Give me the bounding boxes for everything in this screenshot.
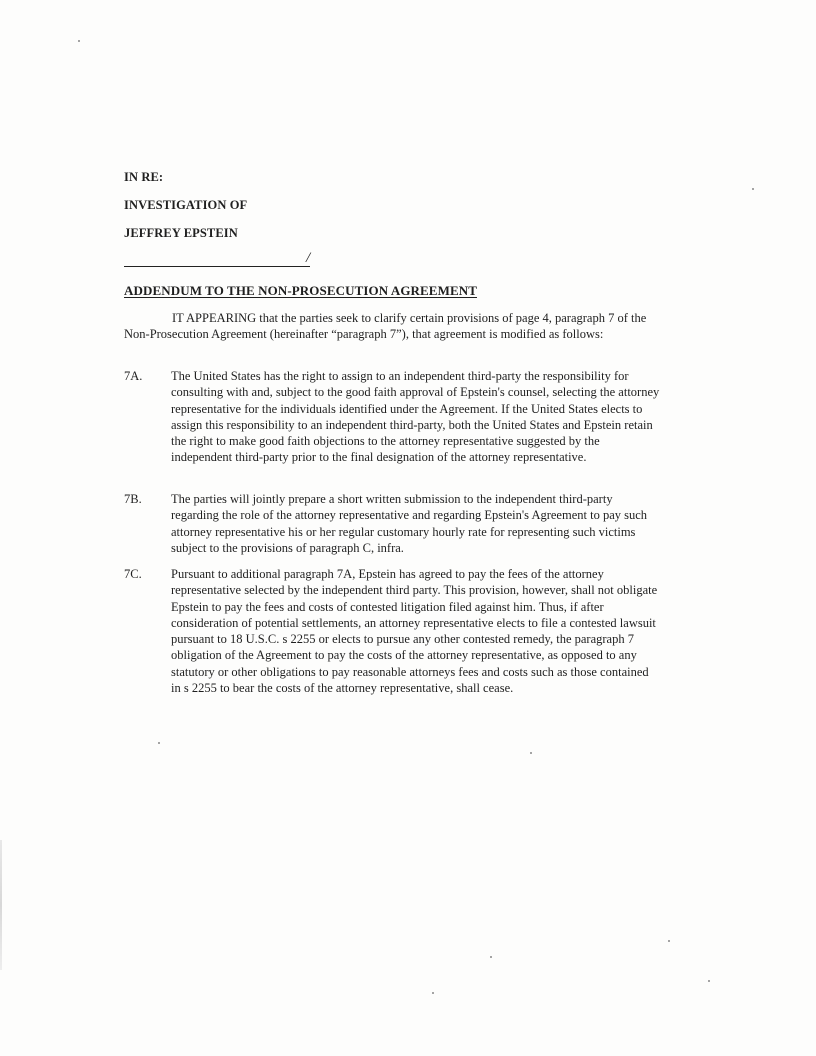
caption-subject-name: JEFFREY EPSTEIN (124, 226, 238, 240)
paragraph-text: The parties will jointly prepare a short written submission to the independent third-party regarding the role of the attorney representative and regarding Epstein's Agreement to pay such attorney representative his or her regular customary hourly rate for representing such victims subject to the provisions of paragraph C, infra. (171, 492, 648, 555)
intro-paragraph: IT APPEARING that the parties seek to clarify certain provisions of page 4, paragraph 7 of the Non-Prosecution Agreement (hereinafter “paragraph 7”), that agreement is modified as follows: (124, 311, 647, 341)
caption-rule-line (124, 266, 310, 267)
caption-slash: / (306, 250, 311, 266)
document-title: ADDENDUM TO THE NON-PROSECUTION AGREEMENT (124, 283, 477, 298)
caption-in-re: IN RE: (124, 170, 164, 184)
scan-speck (78, 40, 80, 42)
paragraph-number: 7C. (124, 567, 142, 581)
paragraph-7c (124, 566, 660, 696)
scan-speck (490, 956, 492, 958)
scan-speck (158, 742, 160, 744)
scan-edge-mark (0, 840, 2, 970)
paragraph-number: 7A. (124, 369, 143, 383)
scan-speck (530, 752, 532, 754)
paragraph-text: The United States has the right to assign to an independent third-party the responsibility for consulting with and, subject to the good faith approval of Epstein's counsel, selecting the attorney representative for the individuals identified under the Agreement. If the United States elects to assign this responsibility to an independent third-party, both the United States and Epstein retain the right to make good faith objections to the attorney representative suggested by the independent third-party prior to the final designation of the attorney representative. (171, 369, 660, 465)
paragraph-text: Pursuant to additional paragraph 7A, Epstein has agreed to pay the fees of the attorney representative selected by the independent third party. This provision, however, shall not obligate Epstein to pay the fees and costs of contested litigation filed against him. Thus, if after consideration of potential settlements, an attorney representative elects to file a contested lawsuit pursuant to 18 U.S.C. s 2255 or elects to pursue any other contested remedy, the paragraph 7 obligation of the Agreement to pay the costs of the attorney representative, as opposed to any statutory or other obligations to pay reasonable attorneys fees and costs such as those contained in s 2255 to bear the costs of the attorney representative, shall cease. (171, 567, 658, 696)
scan-speck (432, 992, 434, 994)
paragraph-7b (124, 491, 660, 556)
scan-speck (708, 980, 710, 982)
scan-speck (668, 940, 670, 942)
scan-speck (752, 188, 754, 190)
paragraph-number: 7B. (124, 492, 142, 506)
caption-investigation-of: INVESTIGATION OF (124, 198, 248, 212)
paragraph-7a (124, 368, 660, 466)
